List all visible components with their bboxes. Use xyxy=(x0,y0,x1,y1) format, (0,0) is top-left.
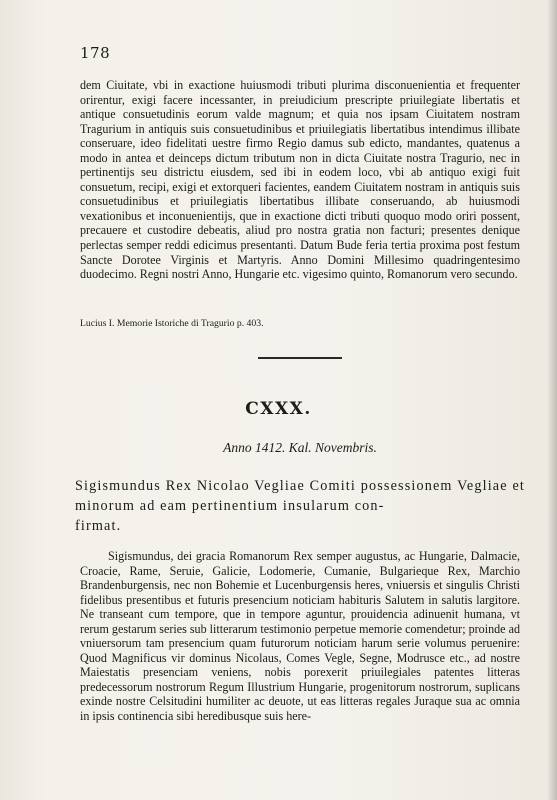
document-body: Sigismundus, dei gracia Romanorum Rex semper augustus, ac Hungarie, Dalmacie, Croacie, Rame, Seruie, Galicie, Lodomerie, Cumanie, Bulgarieque Rex, Marchio Brandenburgensis, nec non Bohemie et Lucenburgensis heres, vniuersis et singulis Christi fidelibus presentibus et futuris presencium noticiam habituris Salutem in salutis largitore. Ne transeant cum tempore, que in tempore aguntur, prouidencia adinuenit humana, vt rerum gestarum series sub litterarum testimonio perpetue memorie comendetur; proinde ad vniuersorum tam presencium quam futurorum noticiam harum serie volumus peruenire: Quod Magnificus vir dominus Nicolaus, Comes Vegle, Segne, Modrusce etc., ad nostre Maiestatis presenciam veniens, nobis porexerit priuilegiales patentes litteras predecessorum nostrorum Regum Illustrium Hungarie, progenitorum nostrorum, suplicans exinde nostre Celsitudini humiliter ac deuote, ut eas litteras regales Juraque sua ac omnia in ipsis continencia sibi heredibusque suis here- xyxy=(80,549,520,724)
document-date: Anno 1412. Kal. Novembris. xyxy=(223,440,377,455)
summary-text: Sigismundus Rex Nicolao Vegliae Comiti possessionem Vegliae et minorum ad eam pertinentium insularum con- xyxy=(75,478,525,514)
document-number: CXXX. xyxy=(245,399,312,419)
summary-last-line: firmat. xyxy=(75,518,122,534)
page-number: 178 xyxy=(80,44,111,62)
document-summary xyxy=(75,476,525,536)
section-divider xyxy=(258,357,342,359)
continuation-paragraph: dem Ciuitate, vbi in exactione huiusmodi tributi plurima disconuenientia et frequenter orirentur, exigi facere incessanter, in preiudicium prescripte priuilegiate libertatis et antique consuetudinis eorum valde magnum; et quia nos ipsam Ciuitatem nostram Tragurium in antiquis suis consuetudinibus et priuilegiatis libertatibus intendimus illibate conseruare, ideo fidelitati uestre firmo Regio damus sub edicto, mandantes, quatenus a modo in antea et deinceps dictum tributum non in dicta Ciuitate nostra Tragurio, nec in pertinentijs seu districtu eiusdem, sed ibi in eodem loco, vbi ab antiquo exigi fuit consuetum, recipi, exigi et extorqueri facientes, eandem Ciuitatem nostram in antiquis suis consuetudinibus et priuilegiatis libertatibus illibate conseruando, ab huiusmodi vexationibus et inconuenientijs, que in exactione dicti tributi quoquo modo oriri possent, precauere et custodire debeatis, aliud pro nostra gratia non facturi; presentes denique perlectas semper reddi edicimus presentanti. Datum Bude feria tertia proxima post festum Sancte Dorotee Virginis et Martyris. Anno Domini Millesimo quadringentesimo duodecimo. Regni nostri Anno, Hungarie etc. vigesimo quinto, Romanorum vero secundo. xyxy=(80,78,520,282)
source-note: Lucius I. Memorie Istoriche di Tragurio p. 403. xyxy=(80,318,264,329)
